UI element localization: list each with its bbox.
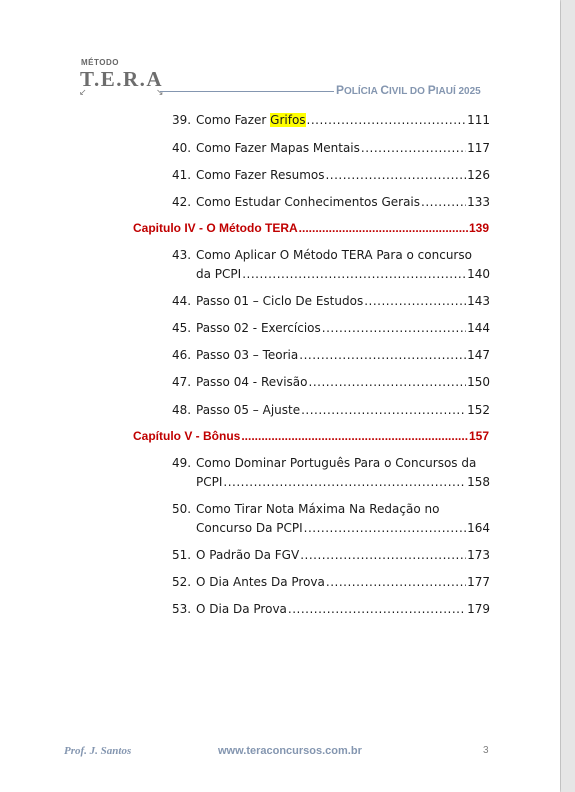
toc-entry[interactable]: 43. Como Aplicar O Método TERA Para o concurso da PCPI ..... 140 (172, 246, 490, 284)
toc-entry[interactable]: 52. O Dia Antes Da Prova ..... 177 (172, 573, 490, 592)
logo-left-arrow-icon: ↙ (79, 88, 87, 98)
leader-dots (307, 111, 467, 130)
toc-page: 111 (467, 113, 490, 127)
toc-page: 164 (467, 521, 490, 535)
toc-page: 147 (467, 348, 490, 362)
footer-author: Prof. J. Santos (64, 745, 132, 757)
leader-dots (241, 427, 468, 446)
logo-small-text: MÉTODO (81, 58, 119, 67)
toc-entry[interactable]: 46. Passo 03 – Teoria ..... 147 (172, 346, 490, 365)
leader-dots (364, 292, 466, 311)
vertical-scrollbar[interactable] (561, 0, 575, 792)
toc-entry[interactable]: 45. Passo 02 - Exercícios ..... 144 (172, 319, 490, 338)
toc-page: 139 (468, 221, 489, 235)
leader-dots (361, 139, 466, 158)
leader-dots (326, 573, 466, 592)
toc-entry[interactable]: 49. Como Dominar Português Para o Concursos da PCPI ..... 158 (172, 454, 490, 492)
toc-page: 133 (467, 195, 490, 209)
leader-dots (304, 519, 466, 538)
toc-page: 152 (467, 403, 490, 417)
toc-entry[interactable]: 41. Como Fazer Resumos ..... 126 (172, 166, 490, 185)
toc-entry[interactable]: 39. Como Fazer Grifos ..... 111 (172, 111, 490, 130)
leader-dots (322, 319, 466, 338)
toc-entry[interactable]: 50. Como Tirar Nota Máxima Na Redação no Concurso Da PCPI ..... 164 (172, 500, 490, 538)
logo-right-arrow-icon: ↘ (156, 88, 164, 98)
toc-entry[interactable]: 40. Como Fazer Mapas Mentais ..... 117 (172, 139, 490, 158)
toc-entry[interactable]: 47. Passo 04 - Revisão ..... 150 (172, 373, 490, 392)
leader-dots (288, 600, 466, 619)
leader-dots (325, 166, 466, 185)
logo-main-text: T.E.R.A (80, 67, 164, 91)
leader-dots (421, 193, 466, 212)
toc-chapter[interactable]: Capitulo IV - O Método TERA ..... 139 (133, 219, 489, 238)
leader-dots (309, 373, 467, 392)
leader-dots (299, 219, 468, 238)
toc-page: 143 (467, 294, 490, 308)
toc-entry[interactable]: 51. O Padrão Da FGV ..... 173 (172, 546, 490, 565)
toc-entry[interactable]: 44. Passo 01 – Ciclo De Estudos ..... 143 (172, 292, 490, 311)
toc-page: 158 (467, 475, 490, 489)
toc-page: 140 (467, 267, 490, 281)
toc-page: 173 (467, 548, 490, 562)
toc-page: 150 (467, 375, 490, 389)
toc-page: 144 (467, 321, 490, 335)
toc-page: 179 (467, 602, 490, 616)
highlighted-text: Grifos (270, 113, 306, 127)
toc-page: 126 (467, 168, 490, 182)
toc-entry[interactable]: 48. Passo 05 – Ajuste ..... 152 (172, 401, 490, 420)
leader-dots (223, 473, 466, 492)
footer-page-number: 3 (483, 745, 489, 756)
leader-dots (301, 401, 466, 420)
leader-dots (299, 346, 466, 365)
header-rule (160, 91, 334, 92)
tera-logo (80, 58, 164, 98)
toc-page: 177 (467, 575, 490, 589)
toc-entry[interactable]: 42. Como Estudar Conhecimentos Gerais ..... 133 (172, 193, 490, 212)
footer-site-link[interactable]: www.teraconcursos.com.br (218, 745, 362, 757)
toc-page: 157 (468, 429, 489, 443)
toc-page: 117 (467, 141, 490, 155)
leader-dots (242, 265, 466, 284)
toc-chapter[interactable]: Capítulo V - Bônus ..... 157 (133, 427, 489, 446)
leader-dots (300, 546, 466, 565)
header-title: POLÍCIA CIVIL DO PIAUÍ 2025 (336, 83, 481, 97)
toc-entry[interactable]: 53. O Dia Da Prova ..... 179 (172, 600, 490, 619)
